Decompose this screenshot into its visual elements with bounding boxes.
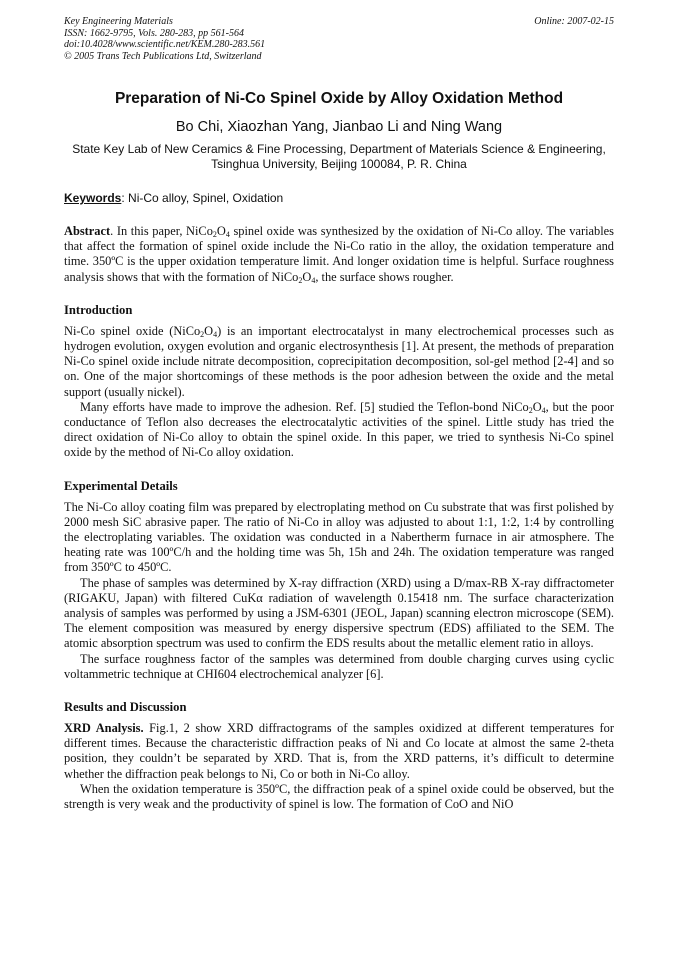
doi-line: doi:10.4028/www.scientific.net/KEM.280-283.561 — [64, 39, 266, 50]
affiliation — [64, 142, 614, 172]
keywords-text: : Ni-Co alloy, Spinel, Oxidation — [121, 191, 284, 205]
abstract-text-1: . In this paper, NiCo — [110, 224, 213, 238]
subscript-4: 4 — [541, 405, 546, 415]
intro-text-1a: Ni-Co spinel oxide (NiCo — [64, 323, 201, 338]
intro-paragraph-2 — [64, 400, 614, 461]
results-paragraph-2: When the oxidation temperature is 350ºC, the diffraction peak of a spinel oxide could be observed, but the strength is very weak and the productivity of spinel is low. The formation of CoO and NiO — [64, 781, 614, 812]
copyright-line: © 2005 Trans Tech Publications Ltd, Switzerland — [64, 50, 262, 62]
experimental-paragraph-2: The phase of samples was determined by X-ray diffraction (XRD) using a D/max-RB X-ray diffractometer (RIGAKU, Japan) with filtered CuKα radiation of wavelength 0.15418 nm. The surface characterization analysis of samples was performed by using a JSM-6301 (JEOL, Japan) scanning electron microscope (SEM). The element composition was measured by energy dispersive spectrum (EDS) affiliated to the SEM. The atomic absorption spectrum was used to confirm the EDS results about the metallic element ratio in alloys. — [64, 575, 614, 651]
affiliation-line-1: State Key Lab of New Ceramics & Fine Processing, Department of Materials Science & Engineering, — [72, 142, 606, 156]
author-list: Bo Chi, Xiaozhan Yang, Jianbao Li and Ning Wang — [175, 119, 503, 135]
paper-title: Preparation of Ni-Co Spinel Oxide by Alloy Oxidation Method — [114, 90, 564, 107]
formula-o: O — [204, 323, 214, 338]
formula-o: O — [216, 224, 226, 238]
subscript-2: 2 — [212, 230, 217, 239]
abstract-text-3: , the surface shows rougher. — [315, 269, 454, 284]
results-text-1: Fig.1, 2 show XRD diffractograms of the samples oxidized at different temperatures for different times. Because the characteristic diffraction peaks of Ni and Co locate at almost the same 2-theta position, they couldn’t be separated by XRD. That is, from the XRD patterns, it’s difficult to determine whether the diffraction peak belongs to Ni, Co or both in Ni-Co alloy. — [64, 721, 614, 781]
section-heading-experimental: Experimental Details — [64, 478, 178, 493]
results-paragraph-1 — [64, 721, 614, 782]
journal-header — [64, 0, 614, 64]
formula-o: O — [302, 269, 312, 284]
issn-line: ISSN: 1662-9795, Vols. 280-283, pp 561-564 — [64, 27, 244, 39]
abstract-label: Abstract — [64, 224, 111, 238]
intro-text-1b: ) is an important electrocatalyst in many electrochemical processes such as hydrogen evolution, oxygen evolution and organic electrosynthesis [1]. At present, the methods of preparation Ni-Co spinel oxide include nitrate decomposition, coprecipitation decomposition, sol-gel method [2-4] and so on. One of the major shortcomings of these methods is the poor adhesion between the oxide and the metal support (usually nickel). — [64, 323, 615, 399]
abstract-text-2: spinel oxide was synthesized by the oxidation of Ni-Co alloy. The variables that affect the formation of spinel oxide include the Ni-Co ratio in the alloy, the oxidation temperature and time. 350ºC is the upper oxidation temperature limit. And longer oxidation time is helpful. Surface roughness analysis shows that with the formation of NiCo — [64, 224, 614, 284]
abstract-paragraph — [64, 224, 614, 285]
subscript-2: 2 — [298, 275, 303, 285]
keywords-label: Keywords — [64, 191, 122, 205]
affiliation-line-2: Tsinghua University, Beijing 100084, P. R. China — [211, 157, 467, 171]
experimental-paragraph-3: The surface roughness factor of the samples was determined from double charging curves using cyclic voltammetric technique at CHI604 electrochemical analyzer [6]. — [64, 651, 614, 681]
keywords — [64, 191, 614, 206]
section-heading-results: Results and Discussion — [64, 700, 187, 715]
intro-paragraph-1 — [64, 324, 614, 400]
xrd-analysis-label: XRD Analysis. — [64, 721, 144, 736]
subscript-2: 2 — [200, 329, 205, 339]
formula-o: O — [532, 399, 542, 414]
online-date: Online: 2007-02-15 — [534, 16, 614, 27]
intro-text-2b: , but the poor conductance of Teflon also decreases the electrocatalytic activities of the spinel. Little study has tried the direct oxidation of Ni-Co alloy to obtain the spinel oxide. In this paper, we tried to synthesis Ni-Co spinel oxide by the method of Ni-Co alloy oxidation. — [64, 399, 614, 460]
journal-name: Key Engineering Materials — [64, 16, 173, 27]
subscript-4: 4 — [311, 275, 316, 285]
subscript-2: 2 — [528, 405, 533, 415]
subscript-4: 4 — [225, 230, 230, 239]
experimental-paragraph-1: The Ni-Co alloy coating film was prepared by electroplating method on Cu substrate that was first polished by 2000 mesh SiC abrasive paper. The ratio of Ni-Co in alloy was adjusted to about 1:1, 1:2, 1:4 by controlling the electroplating variables. The oxidation was conducted in a Nabertherm furnace in air atmosphere. The heating rate was 100ºC/h and the holding time was 5h, 15h and 24h. The oxidation temperature was ranged from 350ºC to 450ºC. — [64, 499, 614, 575]
section-heading-introduction: Introduction — [64, 302, 133, 317]
subscript-4: 4 — [213, 329, 218, 339]
intro-text-2a: Many efforts have made to improve the adhesion. Ref. [5] studied the Teflon-bond NiCo — [80, 399, 529, 414]
